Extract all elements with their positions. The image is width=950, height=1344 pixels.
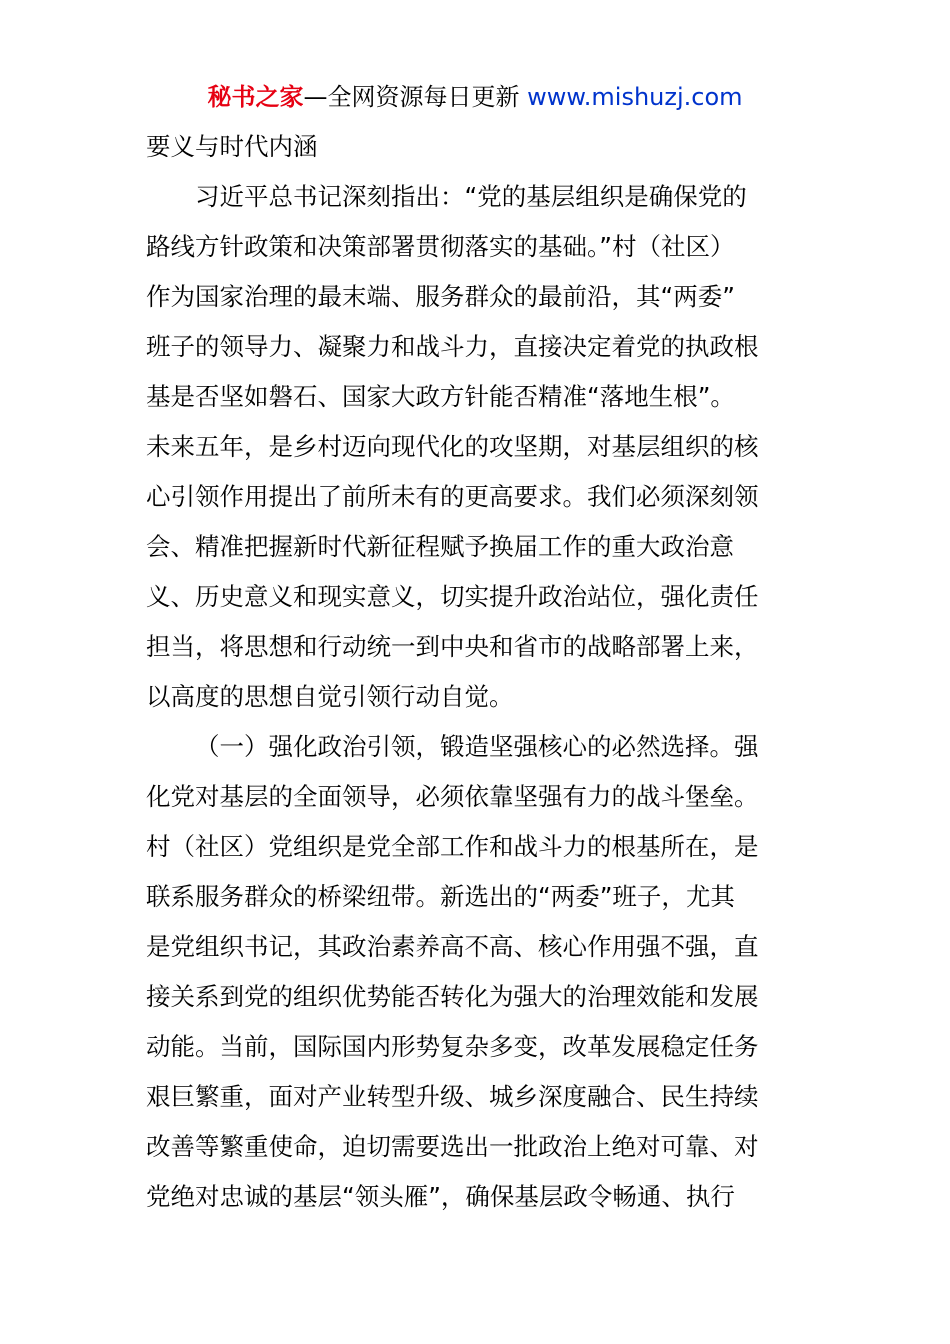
site-url-link[interactable]: www.mishuzj.com [527, 83, 743, 111]
site-tagline: —全网资源每日更新 [303, 83, 520, 111]
text-line: 义、历史意义和现实意义，切实提升政治站位，强化责任 [146, 582, 759, 611]
text-line: 联系服务群众的桥梁纽带。新选出的“两委”班子，尤其 [146, 882, 735, 911]
text-line: 是党组织书记，其政治素养高不高、核心作用强不强，直 [146, 932, 759, 961]
text-line: 路线方针政策和决策部署贯彻落实的基础。”村（社区） [146, 232, 735, 261]
text-line: 动能。当前，国际国内形势复杂多变，改革发展稳定任务 [146, 1032, 759, 1061]
text-line: 改善等繁重使命，迫切需要选出一批政治上绝对可靠、对 [146, 1132, 759, 1161]
text-line: 未来五年，是乡村迈向现代化的攻坚期，对基层组织的核 [146, 432, 759, 461]
text-line: 以高度的思想自觉引领行动自觉。 [146, 682, 514, 711]
section-heading-line: （一）强化政治引领，锻造坚强核心的必然选择。强 [195, 732, 759, 761]
text-line: 化党对基层的全面领导，必须依靠坚强有力的战斗堡垒。 [146, 782, 759, 811]
text-line: 接关系到党的组织优势能否转化为强大的治理效能和发展 [146, 982, 759, 1011]
text-line: 基是否坚如磐石、国家大政方针能否精准“落地生根”。 [146, 382, 735, 411]
text-line: 村（社区）党组织是党全部工作和战斗力的根基所在，是 [146, 832, 759, 861]
text-line: 心引领作用提出了前所未有的更高要求。我们必须深刻领 [146, 482, 759, 511]
text-line: 党绝对忠诚的基层“领头雁”，确保基层政令畅通、执行 [146, 1182, 735, 1211]
text-line: 艰巨繁重，面对产业转型升级、城乡深度融合、民生持续 [146, 1082, 759, 1111]
site-brand: 秘书之家 [207, 83, 304, 111]
paragraph-start-line: 习近平总书记深刻指出：“党的基层组织是确保党的 [195, 182, 747, 211]
document-body [146, 122, 810, 1222]
text-line: 担当，将思想和行动统一到中央和省市的战略部署上来， [146, 632, 759, 661]
text-line: 会、精准把握新时代新征程赋予换届工作的重大政治意 [146, 532, 734, 561]
text-line: 班子的领导力、凝聚力和战斗力，直接决定着党的执政根 [146, 332, 759, 361]
text-line: 作为国家治理的最末端、服务群众的最前沿，其“两委” [146, 282, 735, 311]
site-header [0, 80, 950, 114]
text-line: 要义与时代内涵 [146, 132, 318, 161]
